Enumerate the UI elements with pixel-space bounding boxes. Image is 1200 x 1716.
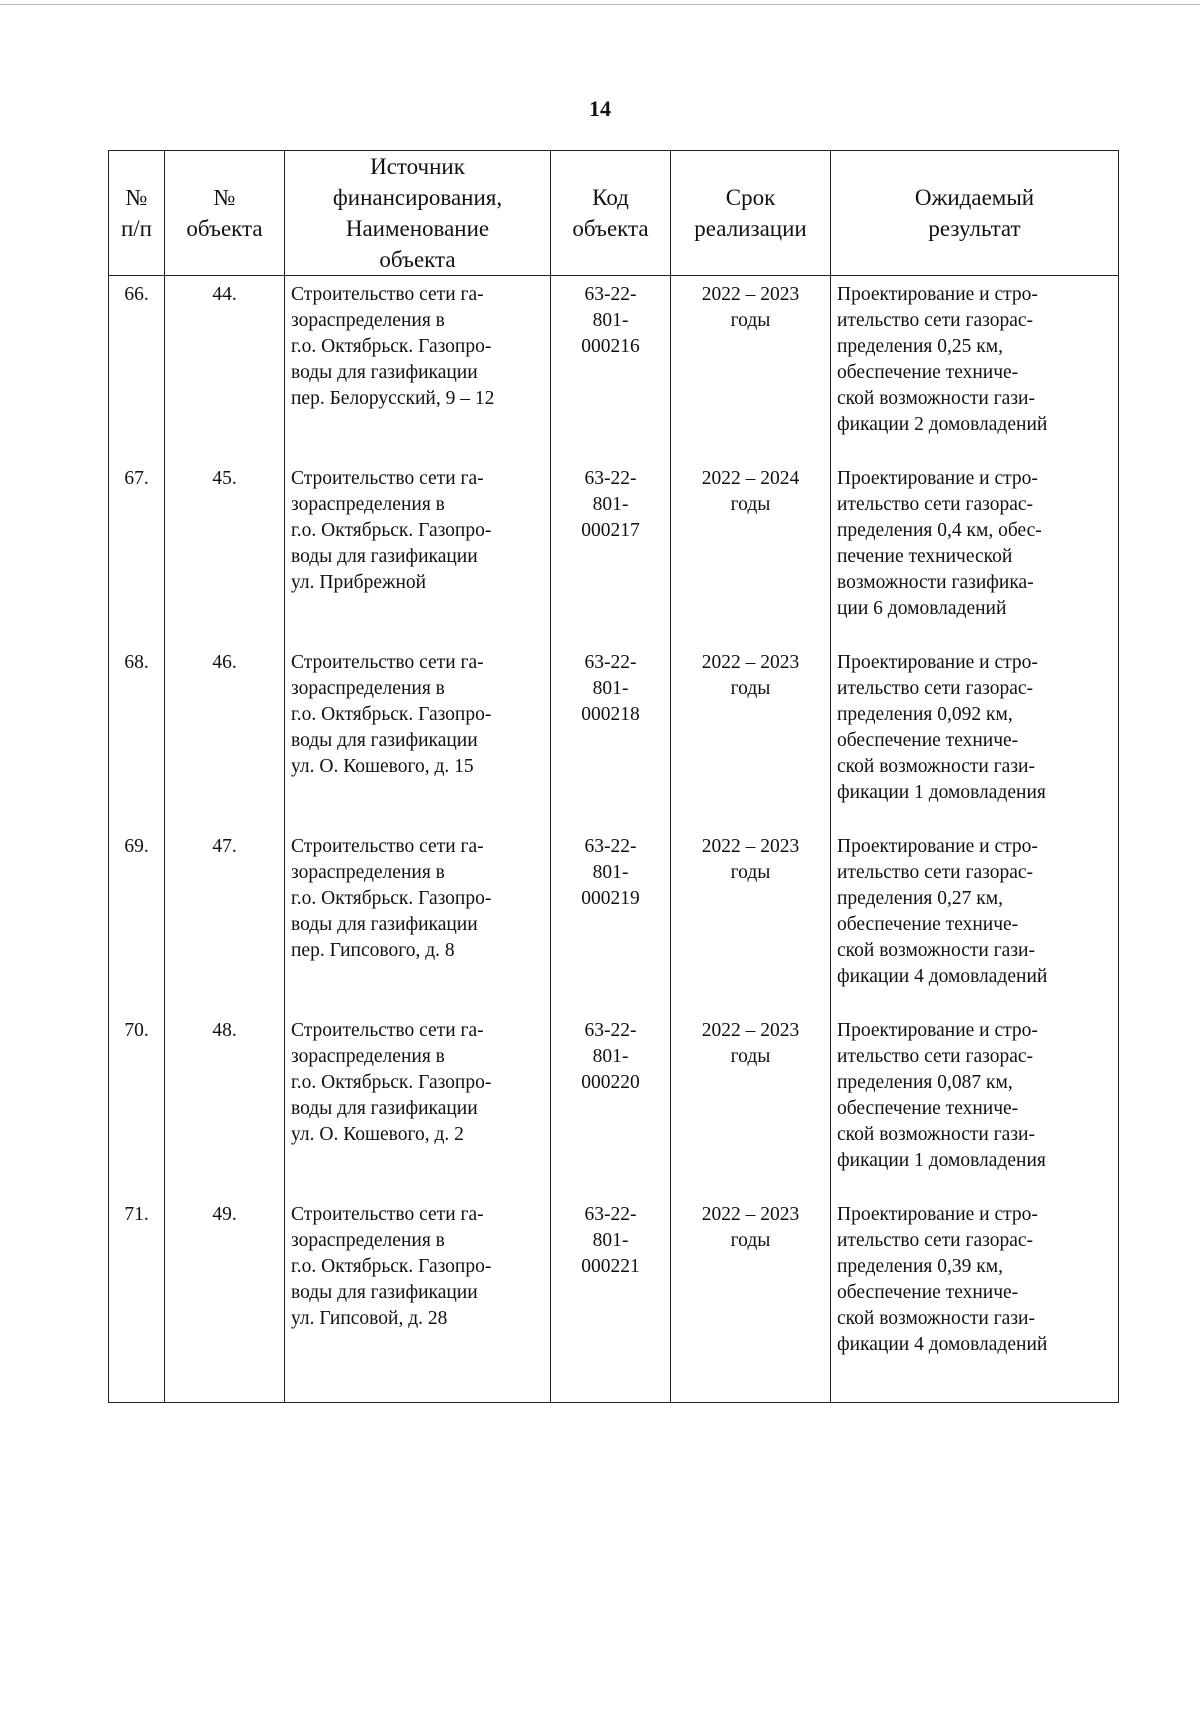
expected-result-cell: Проектирование и стро- ительство сети газорас- пределения 0,39 км, обеспечение техниче- ской возможности гази- фикации 4 домовладений	[831, 1196, 1119, 1403]
object-code-cell: 63-22- 801- 000220	[551, 1012, 671, 1196]
table-row	[109, 276, 1119, 461]
header-object-code-text: Код объекта	[572, 185, 649, 241]
term-cell: 2022 – 2023 годы	[671, 276, 831, 461]
header-object-number-text: № объекта	[186, 185, 263, 241]
row-number-cell: 66.	[109, 276, 165, 461]
header-row-number-text: № п/п	[120, 185, 152, 241]
object-code-cell: 63-22- 801- 000221	[551, 1196, 671, 1403]
term-cell: 2022 – 2023 годы	[671, 828, 831, 1012]
table-row	[109, 1012, 1119, 1196]
object-code-cell: 63-22- 801- 000219	[551, 828, 671, 1012]
row-number-cell: 71.	[109, 1196, 165, 1403]
funding-source-cell: Строительство сети га- зораспределения в г.о. Октябрьск. Газопро- воды для газификации пер. Гипсового, д. 8	[285, 828, 551, 1012]
table-row	[109, 644, 1119, 828]
funding-source-cell: Строительство сети га- зораспределения в г.о. Октябрьск. Газопро- воды для газификации пер. Белорусский, 9 – 12	[285, 276, 551, 461]
object-number-cell: 46.	[165, 644, 285, 828]
header-funding-source	[285, 151, 551, 276]
funding-source-cell: Строительство сети га- зораспределения в г.о. Октябрьск. Газопро- воды для газификации ул. Гипсовой, д. 28	[285, 1196, 551, 1403]
table-body	[109, 276, 1119, 1403]
object-code-cell: 63-22- 801- 000216	[551, 276, 671, 461]
object-number-cell: 48.	[165, 1012, 285, 1196]
object-code-cell: 63-22- 801- 000217	[551, 460, 671, 644]
header-object-code	[551, 151, 671, 276]
header-term-text: Срок реализации	[694, 185, 807, 241]
funding-source-cell: Строительство сети га- зораспределения в г.о. Октябрьск. Газопро- воды для газификации ул. О. Кошевого, д. 2	[285, 1012, 551, 1196]
page-number: 14	[589, 96, 611, 121]
object-number-cell: 45.	[165, 460, 285, 644]
expected-result-cell: Проектирование и стро- ительство сети газорас- пределения 0,4 км, обес- печение технической возможности газифика- ции 6 домовладений	[831, 460, 1119, 644]
expected-result-cell: Проектирование и стро- ительство сети газорас- пределения 0,25 км, обеспечение техниче- ской возможности гази- фикации 2 домовладений	[831, 276, 1119, 461]
funding-source-cell: Строительство сети га- зораспределения в г.о. Октябрьск. Газопро- воды для газификации ул. Прибрежной	[285, 460, 551, 644]
term-cell: 2022 – 2023 годы	[671, 1196, 831, 1403]
expected-result-cell: Проектирование и стро- ительство сети газорас- пределения 0,27 км, обеспечение техниче- ской возможности гази- фикации 4 домовладений	[831, 828, 1119, 1012]
table-header	[109, 151, 1119, 276]
header-term	[671, 151, 831, 276]
row-number-cell: 69.	[109, 828, 165, 1012]
header-funding-source-text: Источник финансирования, Наименование объекта	[332, 154, 503, 272]
row-number-cell: 68.	[109, 644, 165, 828]
table-row	[109, 1196, 1119, 1403]
object-number-cell: 47.	[165, 828, 285, 1012]
header-row	[109, 151, 1119, 276]
table-row	[109, 828, 1119, 1012]
header-row-number	[109, 151, 165, 276]
header-expected-result-text: Ожидаемый результат	[914, 185, 1035, 241]
expected-result-cell: Проектирование и стро- ительство сети газорас- пределения 0,092 км, обеспечение техниче- ской возможности гази- фикации 1 домовладения	[831, 644, 1119, 828]
term-cell: 2022 – 2024 годы	[671, 460, 831, 644]
scan-top-edge	[0, 4, 1200, 5]
header-object-number	[165, 151, 285, 276]
header-expected-result	[831, 151, 1119, 276]
expected-result-cell: Проектирование и стро- ительство сети газорас- пределения 0,087 км, обеспечение техниче- ской возможности гази- фикации 1 домовладения	[831, 1012, 1119, 1196]
term-cell: 2022 – 2023 годы	[671, 1012, 831, 1196]
row-number-cell: 70.	[109, 1012, 165, 1196]
object-number-cell: 44.	[165, 276, 285, 461]
table-row	[109, 460, 1119, 644]
object-number-cell: 49.	[165, 1196, 285, 1403]
object-code-cell: 63-22- 801- 000218	[551, 644, 671, 828]
objects-table	[108, 150, 1119, 1403]
funding-source-cell: Строительство сети га- зораспределения в г.о. Октябрьск. Газопро- воды для газификации ул. О. Кошевого, д. 15	[285, 644, 551, 828]
row-number-cell: 67.	[109, 460, 165, 644]
term-cell: 2022 – 2023 годы	[671, 644, 831, 828]
